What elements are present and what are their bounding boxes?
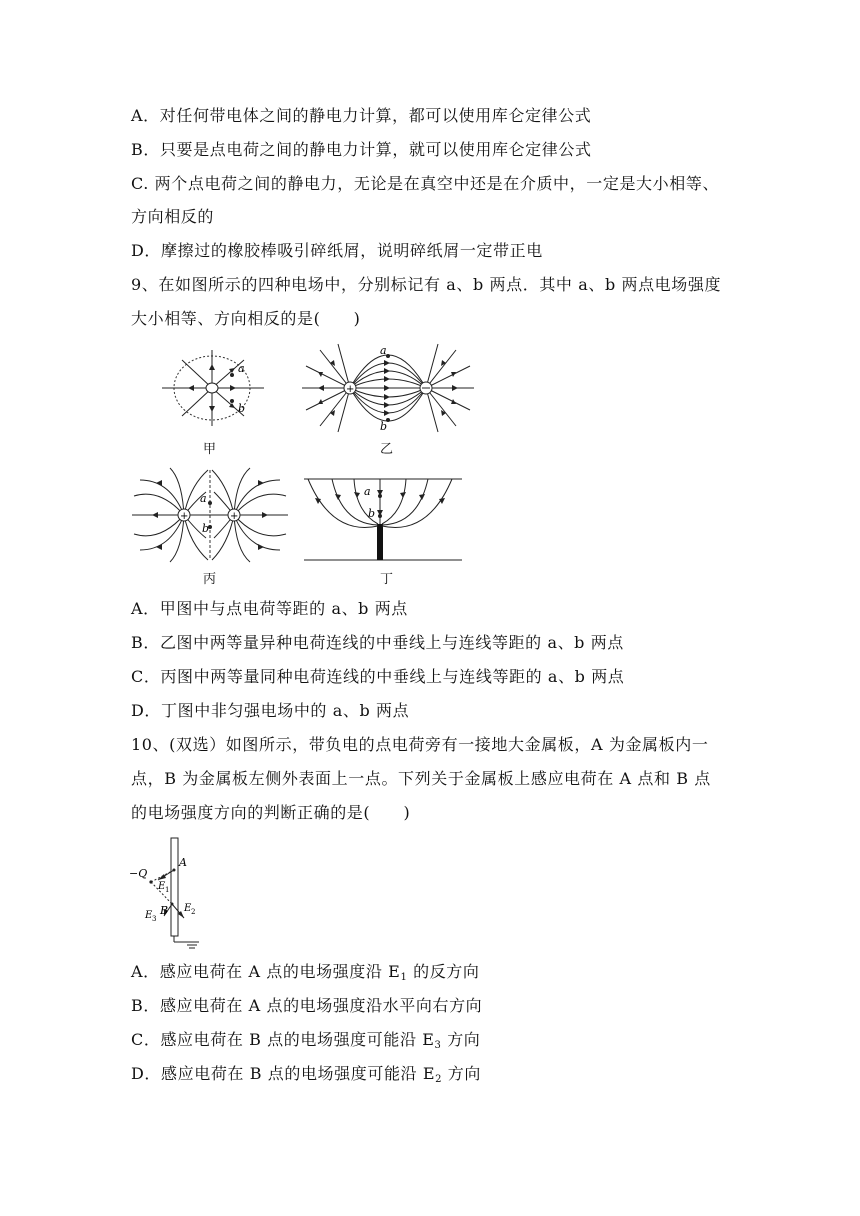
caption-yi: 乙: [380, 442, 394, 457]
q8-option-c-line1: C. 两个点电荷之间的静电力，无论是在真空中还是在介质中，一定是大小相等、: [131, 174, 720, 193]
field-diagram-ding: [302, 476, 464, 566]
q9-stem-line1: 9、在如图所示的四种电场中，分别标记有 a、b 两点．其中 a、b 两点电场强度: [131, 275, 722, 294]
label-a: a: [380, 344, 387, 357]
field-diagram-jia: [160, 348, 270, 428]
label-a: a: [200, 492, 207, 505]
label-b: b: [238, 402, 246, 415]
q10-stem-line3: 的电场强度方向的判断正确的是( ): [131, 803, 411, 822]
q10-stem-line2: 点，B 为金属板左侧外表面上一点。下列关于金属板上感应电荷在 A 点和 B 点: [131, 769, 711, 788]
caption-ding: 丁: [380, 572, 394, 587]
field-diagram-yi: [298, 342, 478, 434]
label-b: b: [202, 522, 210, 535]
metal-plate: [171, 838, 178, 936]
metal-plate-diagram: [128, 836, 208, 950]
label-e1: E: [158, 881, 166, 892]
svg-text:+: +: [346, 384, 355, 395]
q8-option-d: D．摩擦过的橡胶棒吸引碎纸屑，说明碎纸屑一定带正电: [131, 241, 543, 260]
q8-option-b: B．只要是点电荷之间的静电力计算，就可以使用库仑定律公式: [131, 140, 592, 159]
field-diagram-bing: [130, 466, 290, 564]
q9-option-d: D．丁图中非匀强电场中的 a、b 两点: [131, 701, 410, 720]
svg-text:3: 3: [152, 915, 157, 923]
label-point-b: B: [160, 904, 169, 917]
label-point-a: A: [179, 856, 187, 869]
q8-option-a: A．对任何带电体之间的静电力计算，都可以使用库仑定律公式: [131, 106, 592, 125]
q9-option-a: A．甲图中与点电荷等距的 a、b 两点: [131, 599, 408, 618]
q10-option-c: C．感应电荷在 B 点的电场强度可能沿 $E_3$ 方向: [131, 1030, 481, 1051]
label-e3: E: [145, 910, 153, 921]
nonuniform-field-lines: [308, 479, 452, 527]
q10-option-b: B．感应电荷在 A 点的电场强度沿水平向右方向: [131, 996, 483, 1015]
q8-option-c-line2: 方向相反的: [131, 207, 215, 226]
q10-option-a: A．感应电荷在 A 点的电场强度沿 $E_1$ 的反方向: [131, 962, 480, 983]
q9-stem-line2: 大小相等、方向相反的是( ): [131, 309, 361, 328]
label-a: a: [364, 485, 371, 498]
svg-text:+: +: [180, 511, 189, 522]
q10-option-d: D．感应电荷在 B 点的电场强度可能沿 $E_2$ 方向: [131, 1064, 481, 1085]
label-e2: E: [184, 903, 192, 914]
q10-stem-line1: 10、(双选）如图所示，带负电的点电荷旁有一接地大金属板，A 为金属板内一: [131, 735, 709, 754]
svg-text:1: 1: [165, 886, 170, 894]
label-neg-q: −Q: [129, 867, 148, 880]
q9-option-b: B．乙图中两等量异种电荷连线的中垂线上与连线等距的 a、b 两点: [131, 633, 624, 652]
label-b: b: [368, 507, 376, 520]
caption-jia: 甲: [203, 442, 217, 457]
caption-bing: 丙: [203, 572, 217, 587]
label-b: b: [380, 420, 388, 433]
point-charge: [206, 383, 218, 393]
svg-text:+: +: [230, 511, 239, 522]
label-a: a: [238, 362, 245, 375]
conductor-rod: [377, 524, 383, 560]
q9-option-c: C．丙图中两等量同种电荷连线的中垂线上与连线等距的 a、b 两点: [131, 667, 625, 686]
svg-text:2: 2: [191, 908, 196, 916]
